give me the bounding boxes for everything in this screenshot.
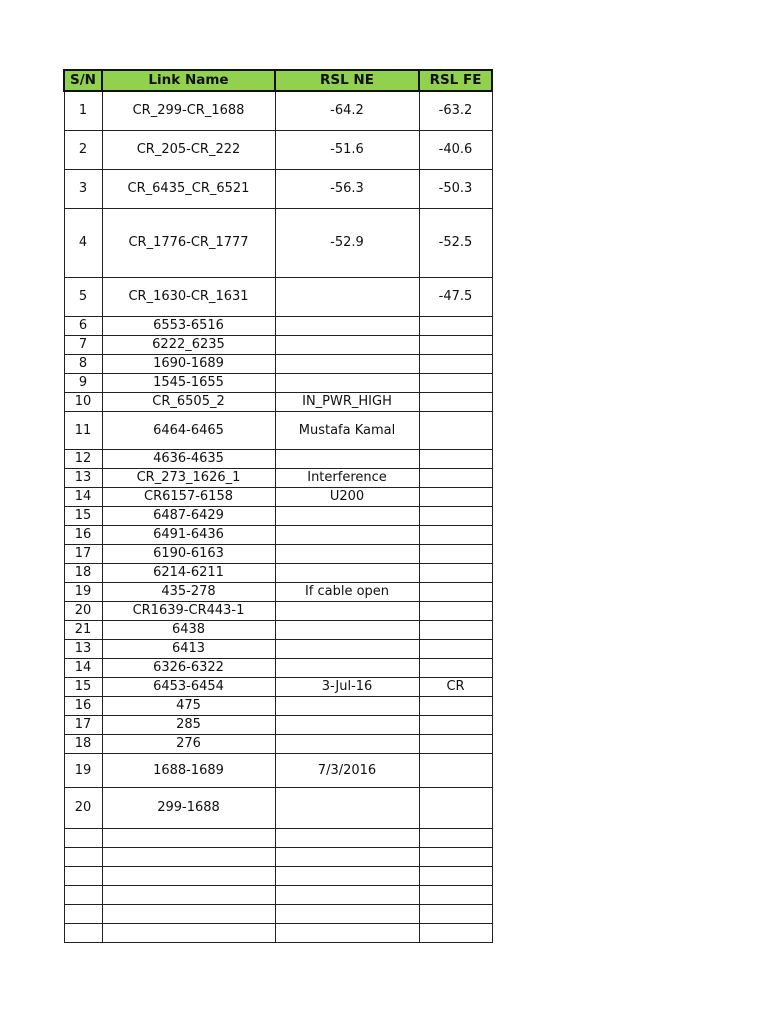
cell-sn[interactable]: [64, 866, 102, 885]
cell-sn[interactable]: 14: [64, 487, 102, 506]
cell-rsl-ne[interactable]: [275, 734, 419, 753]
cell-link-name[interactable]: 1545-1655: [102, 373, 275, 392]
cell-sn[interactable]: 16: [64, 525, 102, 544]
cell-rsl-fe[interactable]: -47.5: [419, 277, 492, 316]
cell-sn[interactable]: [64, 923, 102, 942]
cell-rsl-ne[interactable]: [275, 866, 419, 885]
cell-rsl-fe[interactable]: [419, 316, 492, 335]
cell-rsl-ne[interactable]: [275, 620, 419, 639]
cell-rsl-fe[interactable]: -40.6: [419, 130, 492, 169]
table-row: [64, 525, 492, 544]
cell-rsl-ne[interactable]: [275, 696, 419, 715]
cell-link-name[interactable]: 6222_6235: [102, 335, 275, 354]
cell-rsl-fe[interactable]: CR: [419, 677, 492, 696]
cell-rsl-fe[interactable]: -63.2: [419, 91, 492, 130]
table-row: [64, 277, 492, 316]
cell-sn[interactable]: 18: [64, 734, 102, 753]
cell-rsl-ne[interactable]: [275, 715, 419, 734]
cell-rsl-fe[interactable]: [419, 354, 492, 373]
cell-rsl-ne[interactable]: -52.9: [275, 208, 419, 277]
cell-link-name[interactable]: 1690-1689: [102, 354, 275, 373]
table-row: [64, 411, 492, 449]
table-row: [64, 392, 492, 411]
cell-link-name[interactable]: 299-1688: [102, 787, 275, 828]
cell-rsl-fe[interactable]: [419, 373, 492, 392]
cell-rsl-ne[interactable]: [275, 449, 419, 468]
cell-rsl-fe[interactable]: [419, 904, 492, 923]
cell-link-name[interactable]: 6413: [102, 639, 275, 658]
cell-link-name[interactable]: CR_6505_2: [102, 392, 275, 411]
table-row: [64, 696, 492, 715]
cell-link-name[interactable]: 435-278: [102, 582, 275, 601]
table-row: [64, 130, 492, 169]
cell-rsl-ne[interactable]: [275, 885, 419, 904]
cell-rsl-fe[interactable]: [419, 639, 492, 658]
cell-link-name[interactable]: [102, 885, 275, 904]
cell-rsl-ne[interactable]: [275, 506, 419, 525]
cell-rsl-ne[interactable]: [275, 639, 419, 658]
cell-sn[interactable]: 16: [64, 696, 102, 715]
header-rsl-ne[interactable]: RSL NE: [275, 70, 419, 91]
cell-rsl-fe[interactable]: [419, 658, 492, 677]
table-row: [64, 734, 492, 753]
cell-rsl-fe[interactable]: [419, 487, 492, 506]
cell-sn[interactable]: [64, 885, 102, 904]
cell-sn[interactable]: 17: [64, 715, 102, 734]
table-row: [64, 658, 492, 677]
cell-sn[interactable]: 4: [64, 208, 102, 277]
table-row: [64, 828, 492, 847]
cell-sn[interactable]: [64, 904, 102, 923]
cell-link-name[interactable]: [102, 847, 275, 866]
cell-rsl-fe[interactable]: [419, 734, 492, 753]
cell-link-name[interactable]: 6491-6436: [102, 525, 275, 544]
cell-rsl-fe[interactable]: [419, 866, 492, 885]
cell-rsl-fe[interactable]: [419, 828, 492, 847]
cell-link-name[interactable]: CR_1776-CR_1777: [102, 208, 275, 277]
table-row: [64, 787, 492, 828]
cell-link-name[interactable]: 4636-4635: [102, 449, 275, 468]
table-row: [64, 639, 492, 658]
cell-rsl-fe[interactable]: [419, 847, 492, 866]
cell-rsl-fe[interactable]: [419, 563, 492, 582]
cell-sn[interactable]: 20: [64, 787, 102, 828]
link-rsl-table: [63, 69, 493, 943]
cell-rsl-ne[interactable]: [275, 544, 419, 563]
table-row: [64, 620, 492, 639]
table-row: [64, 885, 492, 904]
cell-link-name[interactable]: 285: [102, 715, 275, 734]
cell-rsl-ne[interactable]: [275, 354, 419, 373]
cell-link-name[interactable]: 6438: [102, 620, 275, 639]
cell-rsl-fe[interactable]: [419, 506, 492, 525]
table-row: [64, 715, 492, 734]
cell-rsl-fe[interactable]: [419, 753, 492, 787]
cell-link-name[interactable]: 6453-6454: [102, 677, 275, 696]
cell-link-name[interactable]: [102, 923, 275, 942]
table-row: [64, 468, 492, 487]
header-link-name[interactable]: Link Name: [102, 70, 275, 91]
cell-link-name[interactable]: CR_6435_CR_6521: [102, 169, 275, 208]
cell-sn[interactable]: 13: [64, 468, 102, 487]
cell-rsl-fe[interactable]: [419, 411, 492, 449]
header-row: [64, 70, 492, 91]
cell-sn[interactable]: 20: [64, 601, 102, 620]
cell-rsl-fe[interactable]: [419, 923, 492, 942]
cell-sn[interactable]: 14: [64, 658, 102, 677]
cell-rsl-fe[interactable]: [419, 696, 492, 715]
cell-link-name[interactable]: 475: [102, 696, 275, 715]
cell-sn[interactable]: 15: [64, 677, 102, 696]
cell-link-name[interactable]: [102, 904, 275, 923]
cell-rsl-ne[interactable]: [275, 847, 419, 866]
cell-rsl-ne[interactable]: -64.2: [275, 91, 419, 130]
cell-link-name[interactable]: CR_205-CR_222: [102, 130, 275, 169]
cell-link-name[interactable]: 6190-6163: [102, 544, 275, 563]
cell-rsl-ne[interactable]: [275, 316, 419, 335]
table-row: [64, 316, 492, 335]
cell-rsl-ne[interactable]: [275, 277, 419, 316]
cell-sn[interactable]: 8: [64, 354, 102, 373]
cell-sn[interactable]: [64, 847, 102, 866]
table-row: [64, 563, 492, 582]
cell-rsl-ne[interactable]: IN_PWR_HIGH: [275, 392, 419, 411]
cell-rsl-fe[interactable]: [419, 715, 492, 734]
cell-rsl-fe[interactable]: -50.3: [419, 169, 492, 208]
table-row: [64, 753, 492, 787]
table-row: [64, 544, 492, 563]
cell-sn[interactable]: 19: [64, 582, 102, 601]
cell-link-name[interactable]: 6487-6429: [102, 506, 275, 525]
cell-rsl-ne[interactable]: -56.3: [275, 169, 419, 208]
cell-link-name[interactable]: 6214-6211: [102, 563, 275, 582]
cell-rsl-ne[interactable]: 3-Jul-16: [275, 677, 419, 696]
cell-sn[interactable]: [64, 828, 102, 847]
cell-sn[interactable]: 13: [64, 639, 102, 658]
cell-sn[interactable]: 18: [64, 563, 102, 582]
cell-sn[interactable]: 12: [64, 449, 102, 468]
cell-rsl-fe[interactable]: [419, 601, 492, 620]
cell-sn[interactable]: 11: [64, 411, 102, 449]
cell-rsl-fe[interactable]: [419, 468, 492, 487]
cell-rsl-fe[interactable]: [419, 525, 492, 544]
table-row: [64, 169, 492, 208]
cell-link-name[interactable]: CR_273_1626_1: [102, 468, 275, 487]
cell-rsl-ne[interactable]: -51.6: [275, 130, 419, 169]
cell-rsl-fe[interactable]: [419, 335, 492, 354]
cell-rsl-fe[interactable]: [419, 449, 492, 468]
cell-rsl-ne[interactable]: [275, 335, 419, 354]
cell-sn[interactable]: 7: [64, 335, 102, 354]
cell-sn[interactable]: 1: [64, 91, 102, 130]
cell-link-name[interactable]: CR1639-CR443-1: [102, 601, 275, 620]
cell-sn[interactable]: 15: [64, 506, 102, 525]
cell-sn[interactable]: 6: [64, 316, 102, 335]
cell-sn[interactable]: 21: [64, 620, 102, 639]
cell-link-name[interactable]: 6326-6322: [102, 658, 275, 677]
cell-sn[interactable]: 19: [64, 753, 102, 787]
cell-rsl-ne[interactable]: If cable open: [275, 582, 419, 601]
cell-link-name[interactable]: 276: [102, 734, 275, 753]
cell-rsl-ne[interactable]: [275, 904, 419, 923]
table-row: [64, 866, 492, 885]
table-row: [64, 449, 492, 468]
cell-rsl-ne[interactable]: [275, 923, 419, 942]
cell-link-name[interactable]: 1688-1689: [102, 753, 275, 787]
table-row: [64, 677, 492, 696]
table-row: [64, 335, 492, 354]
table-row: [64, 373, 492, 392]
cell-rsl-fe[interactable]: [419, 620, 492, 639]
cell-rsl-ne[interactable]: Mustafa Kamal: [275, 411, 419, 449]
table-row: [64, 354, 492, 373]
cell-link-name[interactable]: 6464-6465: [102, 411, 275, 449]
cell-link-name[interactable]: 6553-6516: [102, 316, 275, 335]
cell-sn[interactable]: 17: [64, 544, 102, 563]
cell-sn[interactable]: 3: [64, 169, 102, 208]
table-row: [64, 923, 492, 942]
cell-sn[interactable]: 10: [64, 392, 102, 411]
table-row: [64, 582, 492, 601]
table-row: [64, 904, 492, 923]
cell-rsl-ne[interactable]: Interference: [275, 468, 419, 487]
table-row: [64, 91, 492, 130]
cell-link-name[interactable]: CR_1630-CR_1631: [102, 277, 275, 316]
cell-sn[interactable]: 2: [64, 130, 102, 169]
cell-rsl-fe[interactable]: [419, 582, 492, 601]
cell-rsl-ne[interactable]: [275, 828, 419, 847]
cell-rsl-fe[interactable]: [419, 787, 492, 828]
cell-link-name[interactable]: CR_299-CR_1688: [102, 91, 275, 130]
cell-rsl-fe[interactable]: [419, 885, 492, 904]
cell-rsl-ne[interactable]: [275, 373, 419, 392]
cell-rsl-ne[interactable]: U200: [275, 487, 419, 506]
cell-rsl-ne[interactable]: [275, 525, 419, 544]
header-sn[interactable]: S/N: [64, 70, 102, 91]
cell-link-name[interactable]: CR6157-6158: [102, 487, 275, 506]
cell-rsl-fe[interactable]: -52.5: [419, 208, 492, 277]
cell-rsl-ne[interactable]: [275, 601, 419, 620]
table-row: [64, 208, 492, 277]
header-rsl-fe[interactable]: RSL FE: [419, 70, 492, 91]
cell-sn[interactable]: 9: [64, 373, 102, 392]
cell-rsl-ne[interactable]: [275, 787, 419, 828]
cell-rsl-fe[interactable]: [419, 392, 492, 411]
table-row: [64, 601, 492, 620]
table-row: [64, 847, 492, 866]
table-row: [64, 506, 492, 525]
cell-sn[interactable]: 5: [64, 277, 102, 316]
cell-link-name[interactable]: [102, 866, 275, 885]
cell-rsl-ne[interactable]: [275, 658, 419, 677]
cell-rsl-ne[interactable]: [275, 563, 419, 582]
table-row: [64, 487, 492, 506]
cell-rsl-fe[interactable]: [419, 544, 492, 563]
cell-rsl-ne[interactable]: 7/3/2016: [275, 753, 419, 787]
cell-link-name[interactable]: [102, 828, 275, 847]
